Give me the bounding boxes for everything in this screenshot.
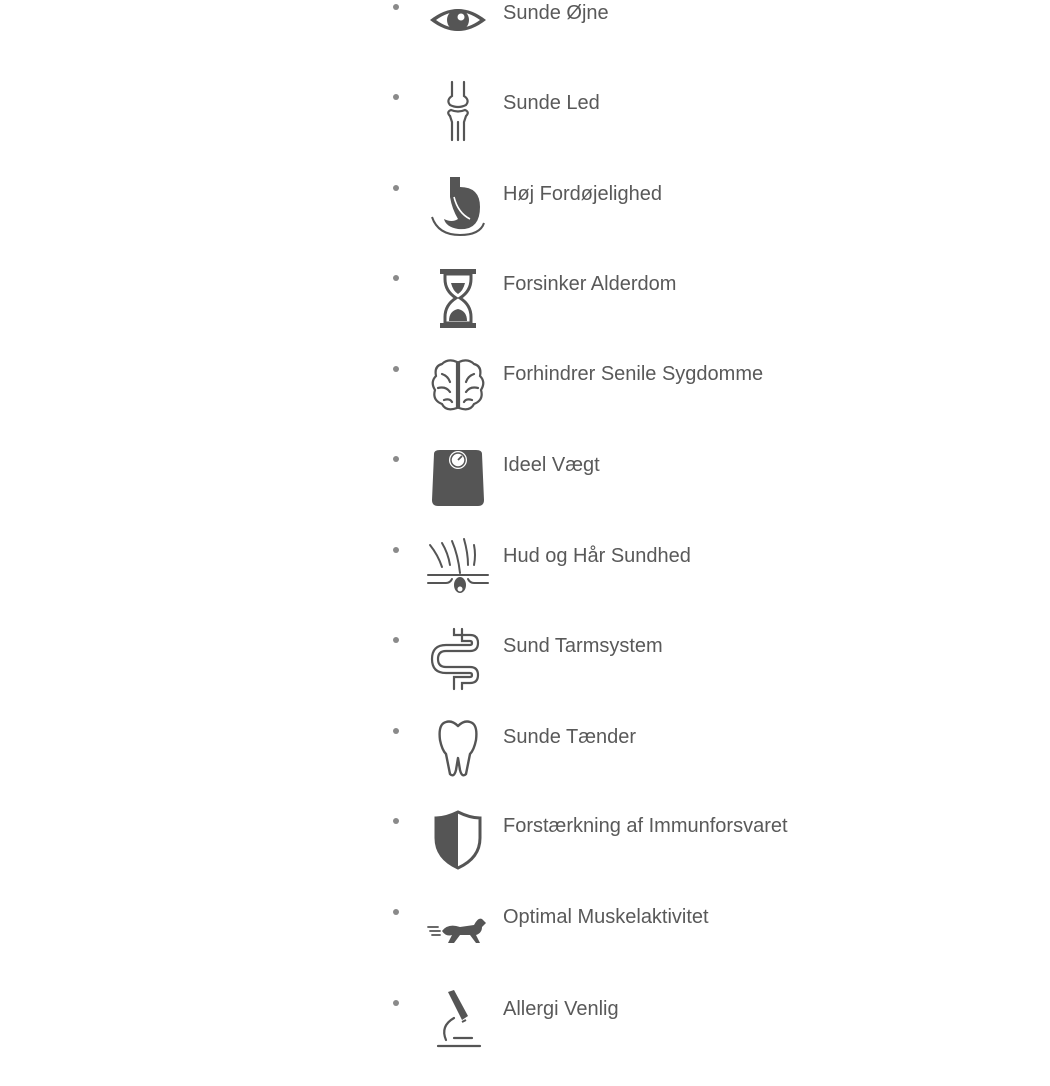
benefit-item-brain (0, 362, 1050, 452)
benefit-item-weight (0, 452, 1050, 542)
microscope-icon (424, 986, 492, 1054)
bullet (393, 818, 399, 824)
bullet (393, 4, 399, 10)
bullet (393, 909, 399, 915)
benefit-item-allergy (0, 996, 1050, 1086)
benefit-label: Forstærkning af Immunforsvaret (503, 815, 788, 837)
bullet (393, 275, 399, 281)
benefit-label: Optimal Muskelaktivitet (503, 906, 709, 928)
benefit-item-immune (0, 814, 1050, 904)
bullet (393, 1000, 399, 1006)
benefit-label: Forhindrer Senile Sygdomme (503, 363, 764, 385)
bullet (393, 94, 399, 100)
benefit-item-eyes (0, 0, 1050, 90)
benefit-item-gut (0, 633, 1050, 723)
eye-icon (424, 0, 492, 54)
tooth-icon (424, 714, 492, 782)
shield-icon (424, 806, 492, 874)
benefit-label: Allergi Venlig (503, 998, 619, 1020)
benefit-label: Sund Tarmsystem (503, 635, 663, 657)
joint-icon (424, 78, 492, 146)
benefit-item-skin-hair (0, 543, 1050, 633)
benefit-label: Sunde Led (503, 92, 600, 114)
benefit-label: Ideel Vægt (503, 454, 600, 476)
bullet (393, 547, 399, 553)
benefit-item-joints (0, 90, 1050, 180)
scale-icon (424, 444, 492, 512)
stomach-icon (424, 173, 492, 241)
benefit-item-muscles (0, 905, 1050, 995)
benefit-label: Høj Fordøjelighed (503, 183, 662, 205)
hourglass-icon (424, 265, 492, 333)
bullet (393, 728, 399, 734)
intestine-icon (424, 625, 492, 693)
benefit-item-digestion (0, 181, 1050, 271)
brain-icon (424, 352, 492, 420)
skin-hair-icon (424, 533, 492, 601)
bullet (393, 185, 399, 191)
benefit-item-aging (0, 271, 1050, 361)
bullet (393, 456, 399, 462)
benefit-label: Sunde Øjne (503, 2, 609, 24)
benefit-item-teeth (0, 724, 1050, 814)
running-dog-icon (424, 897, 492, 965)
benefit-label: Sunde Tænder (503, 726, 637, 748)
bullet (393, 366, 399, 372)
bullet (393, 637, 399, 643)
benefit-label: Forsinker Alderdom (503, 273, 677, 295)
benefit-label: Hud og Hår Sundhed (503, 545, 691, 567)
